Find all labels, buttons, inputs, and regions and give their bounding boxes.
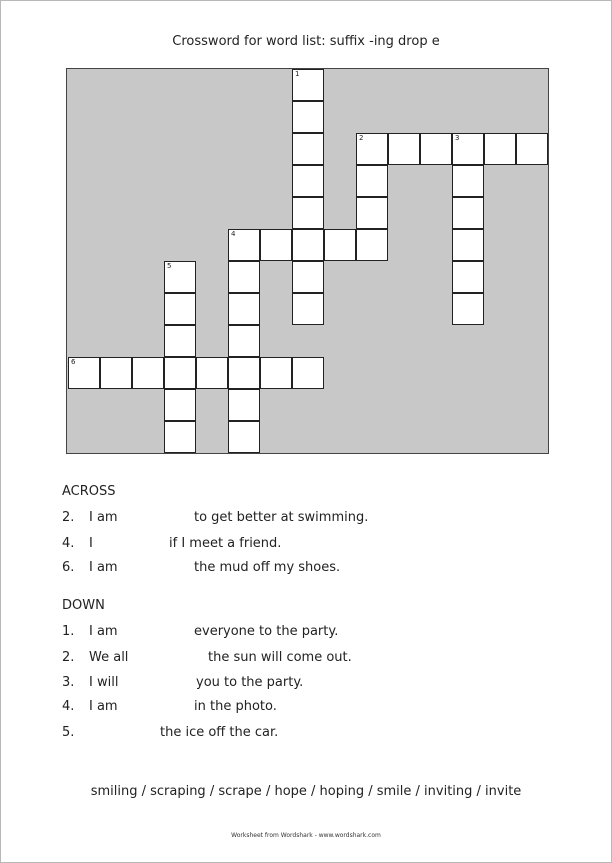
clue-number: 4. [62,699,75,714]
grid-cell[interactable] [228,357,260,389]
grid-cell[interactable] [292,69,324,101]
grid-cell[interactable] [132,357,164,389]
clue-prefix: I am [89,699,118,714]
across-clue [62,510,562,530]
grid-cell[interactable] [164,421,196,453]
clue-suffix: the sun will come out. [208,650,352,665]
down-clue [62,725,562,745]
grid-cell[interactable] [164,389,196,421]
clue-number-4: 4 [231,230,236,238]
clue-number-2: 2 [359,134,364,142]
clue-number: 3. [62,675,75,690]
down-clue [62,699,562,719]
clue-number: 5. [62,725,75,740]
grid-cell[interactable] [292,197,324,229]
grid-cell[interactable] [228,421,260,453]
clue-suffix: in the photo. [194,699,277,714]
footer-credit: Worksheet from Wordshark - www.wordshark.com [231,832,381,839]
grid-cell[interactable] [452,229,484,261]
down-clue [62,650,562,670]
grid-cell[interactable] [260,357,292,389]
grid-cell[interactable] [164,261,196,293]
clue-number-5: 5 [167,262,172,270]
across-heading: ACROSS [62,484,116,499]
clue-suffix: the ice off the car. [160,725,279,740]
grid-cell[interactable] [228,229,260,261]
grid-cell[interactable] [100,357,132,389]
clue-prefix: I [89,536,93,551]
grid-cell[interactable] [452,165,484,197]
down-clue [62,624,562,644]
grid-cell[interactable] [356,229,388,261]
clue-number-1: 1 [295,70,300,78]
grid-cell[interactable] [228,325,260,357]
word-bank: smiling / scraping / scrape / hope / hoping / smile / inviting / invite [90,784,522,799]
clue-suffix: if I meet a friend. [169,536,282,551]
grid-cell[interactable] [164,325,196,357]
grid-cell[interactable] [356,133,388,165]
clue-number-6: 6 [71,358,76,366]
grid-cell[interactable] [452,197,484,229]
grid-cell[interactable] [420,133,452,165]
clue-suffix: you to the party. [196,675,304,690]
grid-cell[interactable] [164,293,196,325]
clue-prefix: I am [89,510,118,525]
grid-cell[interactable] [452,293,484,325]
grid-cell[interactable] [292,133,324,165]
clue-number: 2. [62,650,75,665]
grid-cell[interactable] [388,133,420,165]
page-title: Crossword for word list: suffix -ing drop e [172,34,440,49]
clue-number-3: 3 [455,134,460,142]
clue-number: 6. [62,560,75,575]
grid-cell[interactable] [324,229,356,261]
grid-cell[interactable] [356,197,388,229]
grid-cell[interactable] [68,357,100,389]
grid-cell[interactable] [228,389,260,421]
grid-cell[interactable] [292,101,324,133]
grid-cell[interactable] [228,261,260,293]
across-clue [62,560,562,580]
across-clue [62,536,562,556]
clue-prefix: I will [89,675,119,690]
clue-prefix: I am [89,560,118,575]
clue-suffix: everyone to the party. [194,624,339,639]
clue-number: 2. [62,510,75,525]
grid-cell[interactable] [164,357,196,389]
grid-cell[interactable] [196,357,228,389]
clue-prefix: I am [89,624,118,639]
grid-cell[interactable] [452,261,484,293]
grid-cell[interactable] [292,229,324,261]
clue-prefix: We all [89,650,129,665]
down-heading: DOWN [62,598,105,613]
crossword-grid [66,68,549,454]
grid-cell[interactable] [356,165,388,197]
clue-number: 4. [62,536,75,551]
clue-suffix: the mud off my shoes. [194,560,341,575]
grid-cell[interactable] [260,229,292,261]
clue-number: 1. [62,624,75,639]
grid-cell[interactable] [516,133,548,165]
grid-cell[interactable] [292,165,324,197]
down-clue [62,675,562,695]
grid-cell[interactable] [452,133,484,165]
grid-cell[interactable] [292,293,324,325]
grid-cell[interactable] [228,293,260,325]
grid-cell[interactable] [292,357,324,389]
grid-cell[interactable] [484,133,516,165]
clue-suffix: to get better at swimming. [194,510,369,525]
grid-cell[interactable] [292,261,324,293]
